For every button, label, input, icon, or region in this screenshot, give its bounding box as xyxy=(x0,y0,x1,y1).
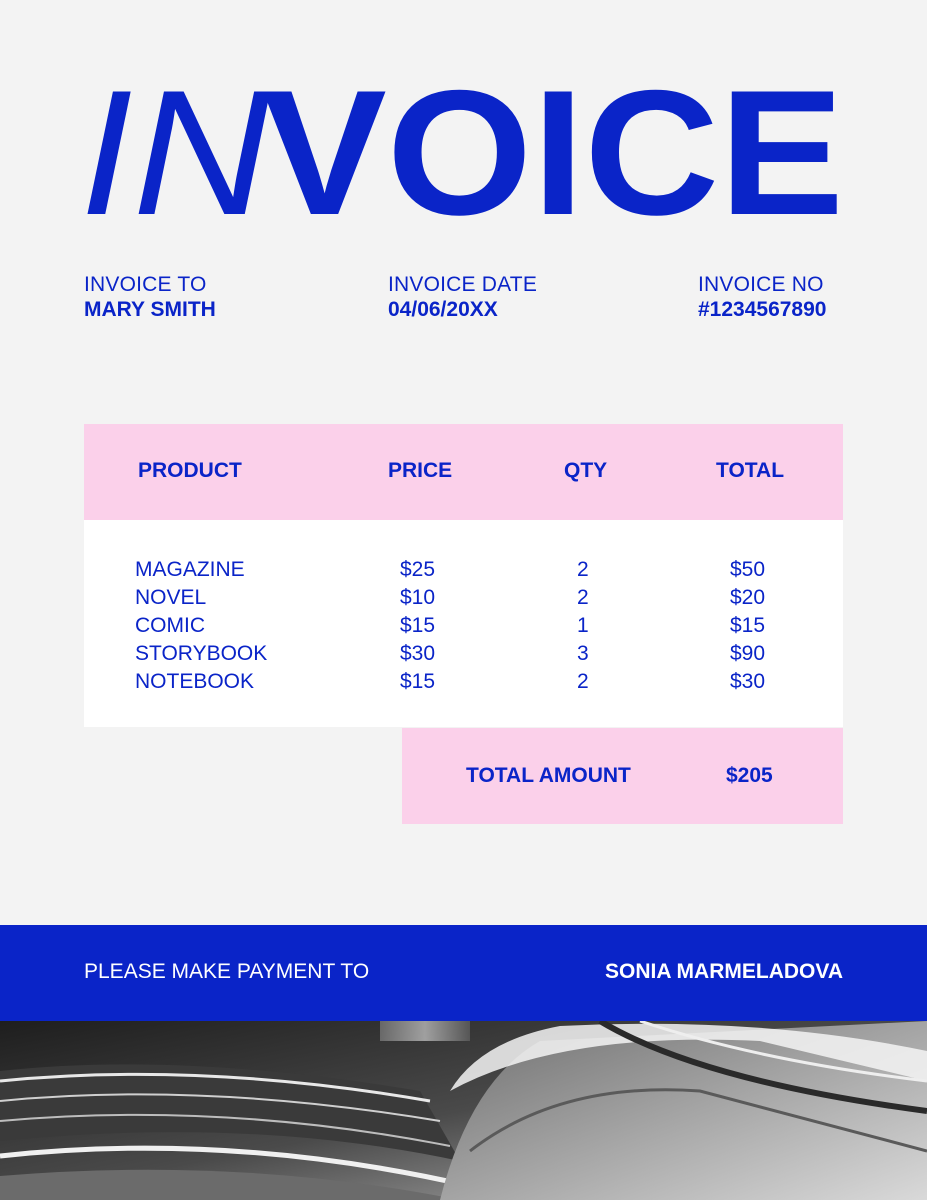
payee-name: SONIA MARMELADOVA xyxy=(605,960,843,983)
invoice-date-block xyxy=(388,272,537,322)
table-row-total: $15 xyxy=(730,614,766,637)
table-row-product: NOTEBOOK xyxy=(135,670,255,693)
invoice-date-label: INVOICE DATE xyxy=(388,273,538,296)
header-total: TOTAL xyxy=(716,459,785,482)
invoice-number-block xyxy=(698,272,826,322)
header-price: PRICE xyxy=(388,459,453,482)
qty-column xyxy=(577,556,589,696)
table-row-product: COMIC xyxy=(135,614,205,637)
table-row-qty: 2 xyxy=(577,670,589,693)
total-amount-box xyxy=(402,728,843,824)
payment-label: PLEASE MAKE PAYMENT TO xyxy=(84,960,370,983)
invoice-to-value: MARY SMITH xyxy=(84,298,216,321)
table-row-qty: 2 xyxy=(577,586,589,609)
table-row-total: $30 xyxy=(730,670,766,693)
table-row-product: STORYBOOK xyxy=(135,642,268,665)
table-row-qty: 3 xyxy=(577,642,589,665)
total-column xyxy=(730,556,765,696)
books-photo xyxy=(0,1021,927,1200)
table-row-total: $20 xyxy=(730,586,766,609)
table-row-total: $90 xyxy=(730,642,766,665)
invoice-to-label: INVOICE TO xyxy=(84,273,207,296)
table-row-total: $50 xyxy=(730,558,766,581)
table-row-price: $25 xyxy=(400,558,436,581)
table-row-price: $30 xyxy=(400,642,436,665)
table-row-qty: 2 xyxy=(577,558,589,581)
table-row-price: $15 xyxy=(400,614,436,637)
table-row-price: $15 xyxy=(400,670,436,693)
price-column xyxy=(400,556,435,696)
payment-bar xyxy=(0,925,927,1021)
title-bold-part: VOICE xyxy=(262,53,845,240)
title-thin-part: IN xyxy=(80,53,271,240)
invoice-number-label: INVOICE NO xyxy=(698,273,824,296)
table-row-product: NOVEL xyxy=(135,586,207,609)
product-column xyxy=(135,556,267,696)
books-photo-illustration xyxy=(0,1021,927,1200)
table-row-product: MAGAZINE xyxy=(135,558,245,581)
header-product: PRODUCT xyxy=(138,459,242,482)
table-row-price: $10 xyxy=(400,586,436,609)
invoice-to-block xyxy=(84,272,216,322)
header-qty: QTY xyxy=(564,459,608,482)
invoice-number-value: #1234567890 xyxy=(698,298,827,321)
total-amount-label: TOTAL AMOUNT xyxy=(466,764,631,787)
table-header xyxy=(84,424,843,520)
table-row-qty: 1 xyxy=(577,614,589,637)
total-amount-value: $205 xyxy=(726,764,773,787)
invoice-title xyxy=(0,0,927,240)
table-body xyxy=(84,520,843,727)
invoice-date-value: 04/06/20XX xyxy=(388,298,498,321)
